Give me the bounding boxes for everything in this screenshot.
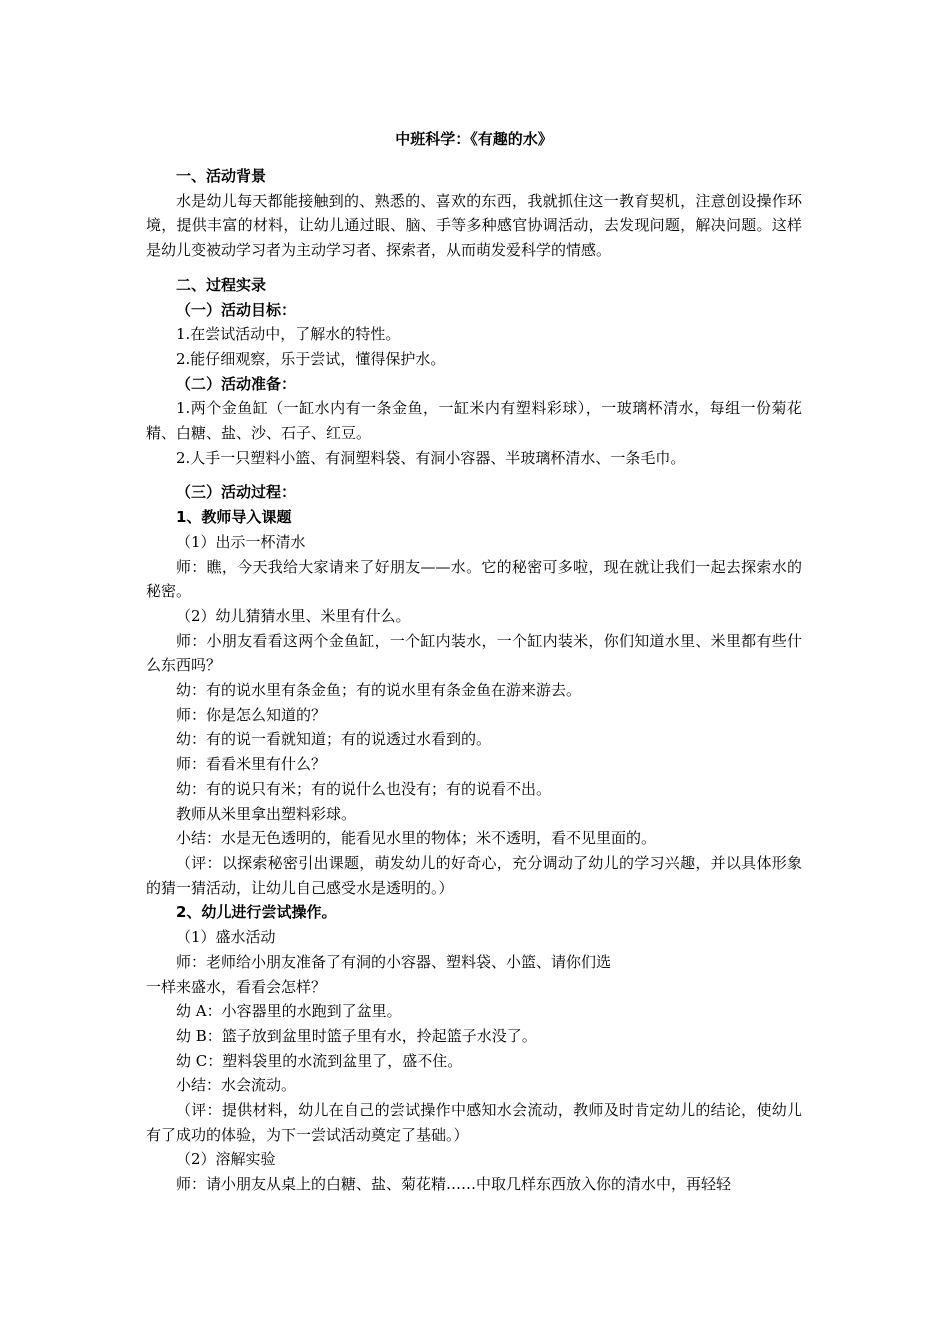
paragraph: （评：以探索秘密引出课题，萌发幼儿的好奇心，充分调动了幼儿的学习兴趣，并以具体形象的猜一猜活动，让幼儿自己感受水是透明的。）: [146, 853, 802, 897]
section-spacer: [146, 263, 802, 273]
paragraph: 小结：水是无色透明的，能看见水里的物体；米不透明，看不见里面的。: [176, 829, 657, 848]
section-heading: 1、教师导入课题: [176, 508, 292, 527]
paragraph: 幼：有的说只有米；有的说什么也没有；有的说看不出。: [176, 779, 552, 798]
paragraph: 师：你是怎么知道的？: [176, 705, 327, 724]
paragraph: 幼 C：塑料袋里的水流到盆里了，盛不住。: [176, 1051, 463, 1070]
paragraph: 2.人手一只塑料小篮、有洞塑料袋、有洞小容器、半玻璃杯清水、一条毛巾。: [176, 448, 686, 467]
document-title: 中班科学：《有趣的水》: [395, 130, 553, 148]
paragraph: 小结：水会流动。: [176, 1076, 297, 1095]
paragraph: （2）幼儿猜猜水里、米里有什么。: [176, 606, 411, 625]
section-heading: 2、幼儿进行尝试操作。: [176, 903, 337, 922]
section-heading: 二、过程实录: [176, 275, 267, 294]
paragraph: 1.在尝试活动中，了解水的特性。: [176, 325, 401, 344]
section-heading: （二）活动准备：: [176, 374, 297, 393]
paragraph: （评：提供材料，幼儿在自己的尝试操作中感知水会流动，教师及时肯定幼儿的结论，使幼儿有了成功的体验，为下一尝试活动奠定了基础。）: [146, 1101, 802, 1144]
paragraph: （2）溶解实验: [176, 1150, 276, 1169]
paragraph: 幼 B：篮子放到盆里时篮子里有水，拎起篮子水没了。: [176, 1026, 537, 1045]
section-heading: 一、活动背景: [176, 167, 267, 185]
paragraph: 一样来盛水，看看会怎样？: [146, 977, 327, 996]
paragraph: 师：瞧，今天我给大家请来了好朋友——水。它的秘密可多啦，现在就让我们一起去探索水的秘密。: [146, 557, 802, 601]
paragraph: 2.能仔细观察，乐于尝试，懂得保护水。: [176, 349, 446, 368]
paragraph: （1）出示一杯清水: [176, 532, 306, 551]
paragraph: 水是幼儿每天都能接触到的、熟悉的、喜欢的东西，我就抓住这一教育契机，注意创设操作环境，提供丰富的材料，让幼儿通过眼、脑、手等多种感官协调活动，去发现问题，解决问题。这样是幼儿变被动学习者为主动学习者、探索者，从而萌发爱科学的情感。: [146, 191, 802, 260]
section-heading: （三）活动过程：: [176, 483, 297, 502]
paragraph: （1）盛水活动: [176, 928, 276, 947]
paragraph: 师：请小朋友从桌上的白糖、盐、菊花精……中取几样东西放入你的清水中，再轻轻: [176, 1175, 732, 1194]
paragraph: 幼 A：小容器里的水跑到了盆里。: [176, 1002, 402, 1021]
paragraph: 师：老师给小朋友准备了有洞的小容器、塑料袋、小篮、请你们选: [176, 952, 612, 971]
paragraph: 幼：有的说水里有条金鱼；有的说水里有条金鱼在游来游去。: [176, 681, 582, 700]
section-heading: （一）活动目标：: [176, 300, 297, 319]
paragraph: 师：看看米里有什么？: [176, 755, 327, 774]
paragraph: 教师从米里拿出塑料彩球。: [176, 804, 357, 823]
document-content: [146, 128, 802, 1197]
section-spacer: [146, 470, 802, 480]
paragraph: 1.两个金鱼缸（一缸水内有一条金鱼，一缸米内有塑料彩球），一玻璃杯清水，每组一份菊花精、白糖、盐、沙、石子、红豆。: [146, 399, 802, 443]
paragraph: 师：小朋友看看这两个金鱼缸，一个缸内装水，一个缸内装米，你们知道水里、米里都有些什么东西吗？: [146, 631, 802, 675]
paragraph: 幼：有的说一看就知道；有的说透过水看到的。: [176, 730, 492, 749]
